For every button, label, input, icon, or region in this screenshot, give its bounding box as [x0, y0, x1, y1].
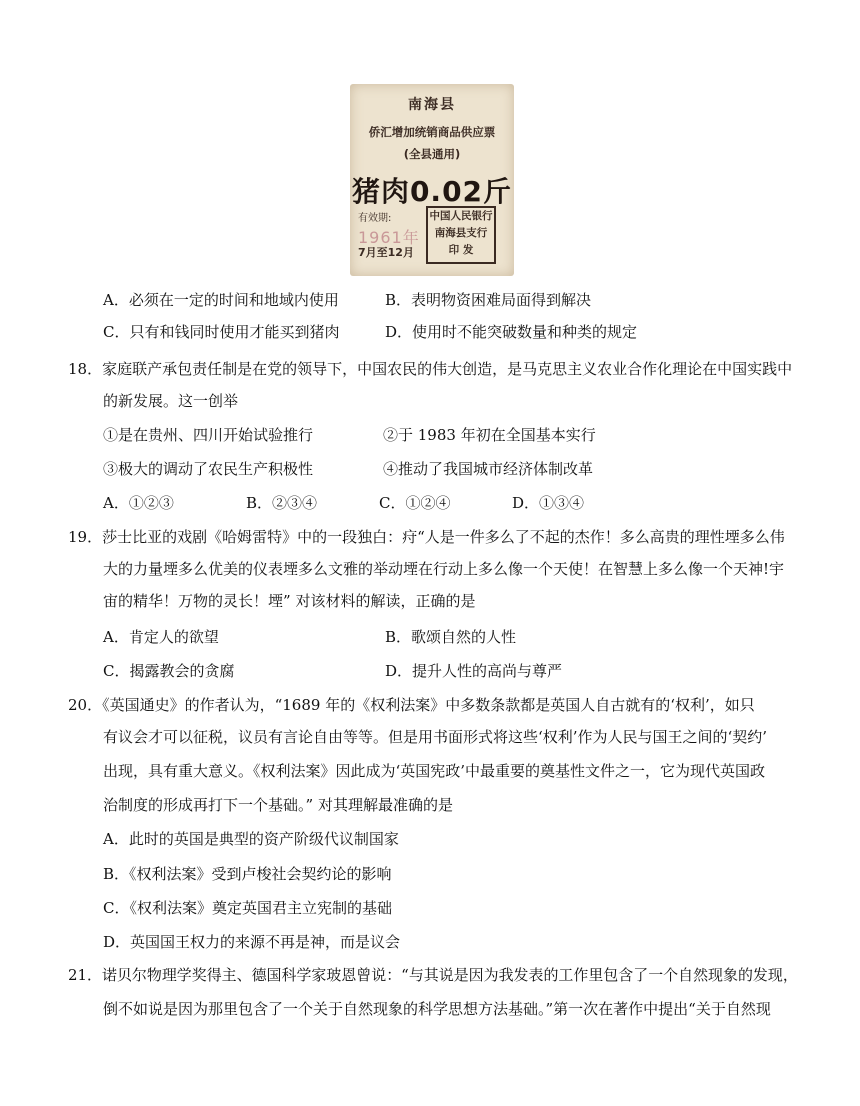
coupon-year: 1961年 [358, 228, 420, 247]
q17-option-b: B．表明物资困难局面得到解决 [385, 291, 592, 309]
q18-stem-line1: 18．家庭联产承包责任制是在党的领导下，中国农民的伟大创造，是马克思主义农业合作化理论在中国实践中 [68, 360, 793, 378]
q18-option-b: B．②③④ [246, 494, 318, 512]
q18-statement-2: ②于 1983 年初在全国基本实行 [383, 426, 596, 444]
q20-stem-line4: 治制度的形成再打下一个基础。” 对其理解最准确的是 [103, 796, 453, 814]
q21-stem-line1: 21．诺贝尔物理学奖得主、德国科学家玻恩曾说：“与其说是因为我发表的工作里包含了一个自然现象的发现， [68, 966, 798, 984]
q20-stem-line3: 出现，具有重大意义。《权利法案》因此成为‘英国宪政’中最重要的奠基性文件之一，它为现代英国政 [103, 762, 766, 780]
seal-line: 南海县支行 [434, 227, 488, 239]
q18-statement-4: ④推动了我国城市经济体制改革 [383, 460, 594, 478]
seal-line: 印 发 [448, 244, 474, 256]
q18-option-c: C．①②④ [379, 494, 451, 512]
coupon-months: 7月至12月 [358, 246, 414, 259]
q19-stem-line3: 宙的精华！万物的灵长！堙” 对该材料的解读，正确的是 [103, 592, 476, 610]
q18-statement-3: ③极大的调动了农民生产积极性 [103, 460, 314, 478]
q19-option-d: D．提升人性的高尚与尊严 [385, 662, 563, 680]
seal-line: 中国人民银行 [429, 210, 493, 222]
q18-statement-1: ①是在贵州、四川开始试验推行 [103, 426, 314, 444]
q17-option-d: D．使用时不能突破数量和种类的规定 [385, 323, 638, 341]
coupon-title: 侨汇增加统销商品供应票 [368, 125, 496, 139]
coupon-valid-label: 有效期: [358, 213, 392, 224]
q19-option-c: C．揭露教会的贪腐 [103, 662, 235, 680]
q19-option-a: A．肯定人的欲望 [103, 628, 219, 646]
q19-option-b: B．歌颂自然的人性 [385, 628, 517, 646]
coupon-scope: (全县通用) [403, 147, 461, 161]
q18-option-a: A．①②③ [103, 494, 174, 512]
q20-option-a: A．此时的英国是典型的资产阶级代议制国家 [103, 830, 399, 848]
q18-stem-line2: 的新发展。这一创举 [103, 392, 239, 410]
q18-option-d: D．①③④ [512, 494, 585, 512]
q20-option-b: B．《权利法案》受到卢梭社会契约论的影响 [103, 865, 392, 883]
q20-stem-line1: 20．《英国通史》的作者认为，“1689 年的《权利法案》中多数条款都是英国人自古就有的‘权利’，如只 [68, 696, 755, 714]
q19-stem-line2: 大的力量堙多么优美的仪表堙多么文雅的举动堙在行动上多么像一个天使！在智慧上多么像一个天神!宇 [103, 560, 785, 578]
ration-coupon-image [350, 84, 514, 276]
coupon-item: 猪肉0.02斤 [351, 175, 513, 208]
q20-option-c: C．《权利法案》奠定英国君主立宪制的基础 [103, 899, 392, 917]
coupon-seal [426, 206, 496, 264]
q17-option-a: A．必须在一定的时间和地域内使用 [103, 291, 339, 309]
q17-option-c: C．只有和钱同时使用才能买到猪肉 [103, 323, 340, 341]
q20-option-d: D．英国国王权力的来源不再是神，而是议会 [103, 933, 401, 951]
q20-stem-line2: 有议会才可以征税，议员有言论自由等等。但是用书面形式将这些‘权利’作为人民与国王之间的‘契约’ [103, 728, 768, 746]
coupon-county: 南海县 [408, 97, 456, 113]
q21-stem-line2: 倒不如说是因为那里包含了一个关于自然现象的科学思想方法基础。”第一次在著作中提出“关于自然现 [103, 1000, 771, 1018]
q19-stem-line1: 19．莎士比亚的戏剧《哈姆雷特》中的一段独白：疛“人是一件多么了不起的杰作！多么高贵的理性堙多么伟 [68, 528, 785, 546]
